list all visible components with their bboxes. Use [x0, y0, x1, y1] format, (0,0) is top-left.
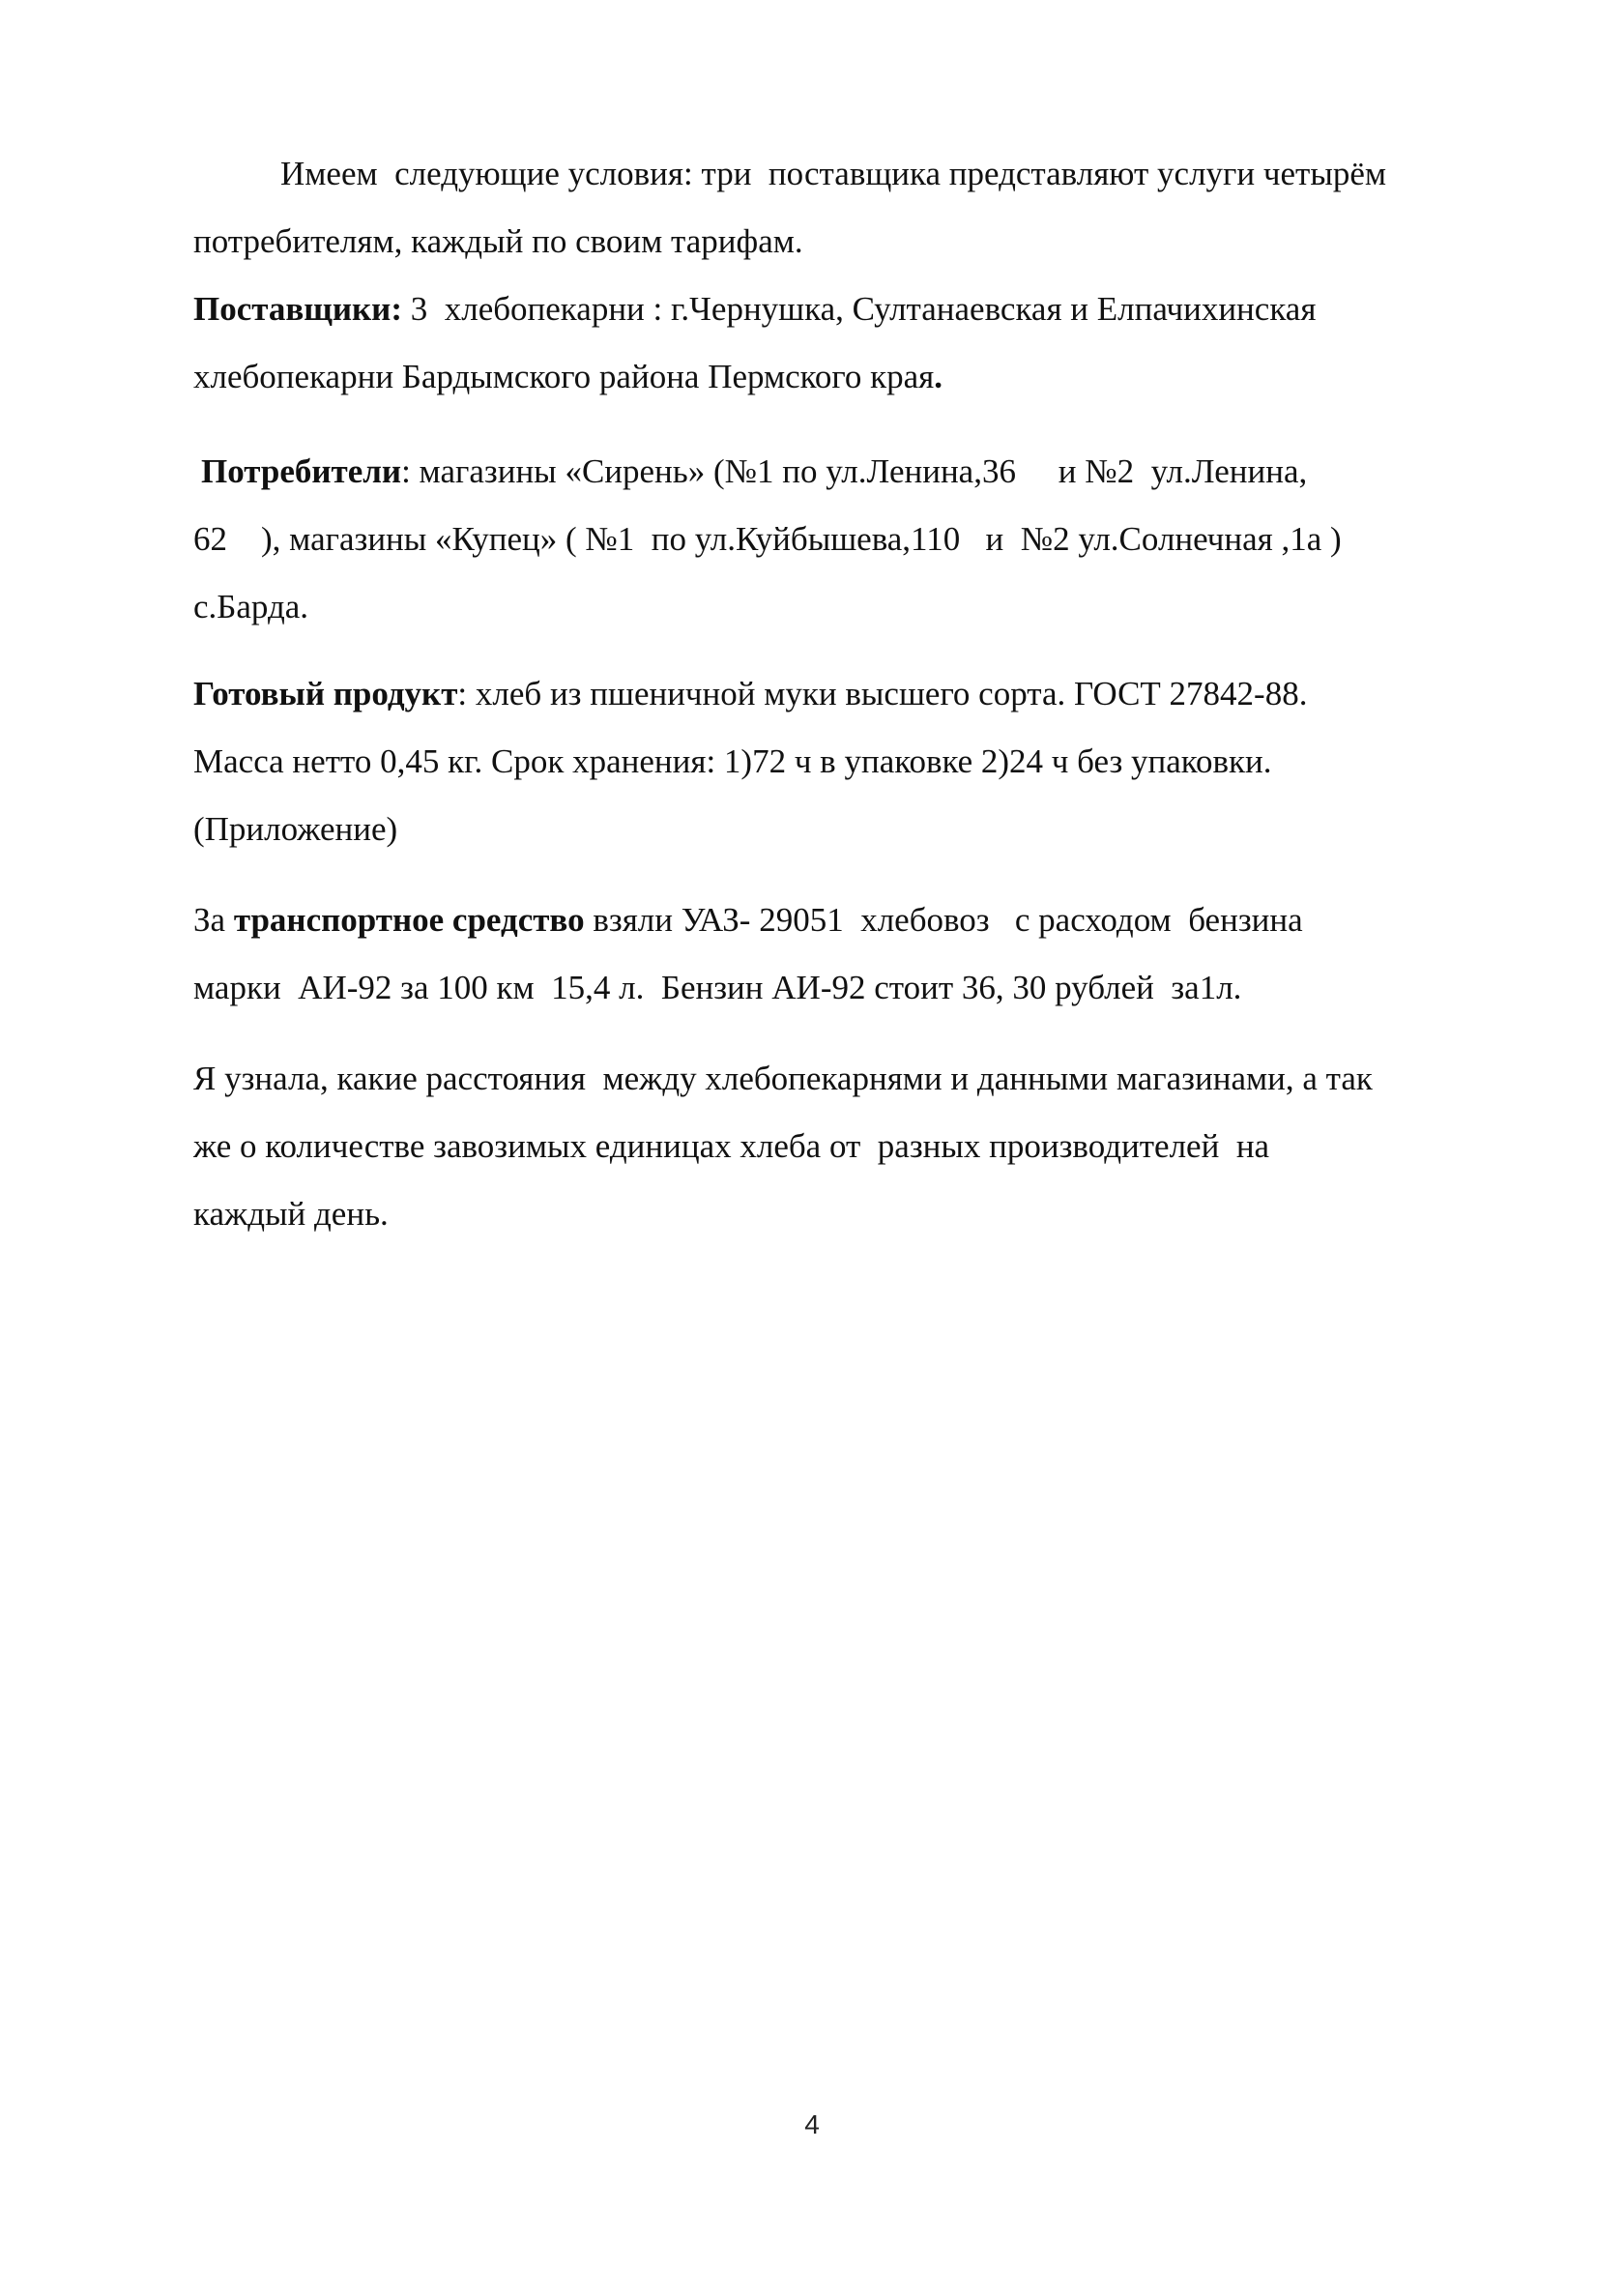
consumers-label: Потребители	[201, 452, 402, 490]
text-line: каждый день.	[193, 1195, 389, 1233]
text-line: с.Барда.	[193, 588, 309, 625]
product-label: Готовый продукт	[193, 675, 458, 712]
text-line: потребителям, каждый по своим тарифам.	[193, 222, 803, 260]
transport-label: транспортное средство	[233, 901, 585, 939]
text-line	[193, 899, 1303, 942]
suppliers-period: .	[934, 358, 943, 395]
text-line: Я узнала, какие расстояния между хлебопекарнями и данными магазинами, а так	[193, 1060, 1373, 1097]
product-text: : хлеб из пшеничной муки высшего сорта. ГОСТ 27842-88.	[457, 675, 1308, 712]
text-line	[193, 288, 1316, 331]
text-line: же о количестве завозимых единицах хлеба от разных производителей на	[193, 1127, 1270, 1165]
consumers-text: : магазины «Сирень» (№1 по ул.Ленина,36 и №2 ул.Ленина,	[401, 452, 1308, 490]
suppliers-label: Поставщики:	[193, 290, 402, 328]
text-line: Имеем следующие условия: три поставщика представляют услуги четырём	[280, 155, 1387, 192]
transport-text: взяли УАЗ- 29051 хлебовоз с расходом бензина	[584, 901, 1303, 939]
text-line: (Приложение)	[193, 810, 398, 848]
transport-prefix: За	[193, 901, 234, 939]
suppliers-text: хлебопекарни Бардымского района Пермского края	[193, 358, 935, 395]
text-line	[193, 356, 942, 398]
text-line: Масса нетто 0,45 кг. Срок хранения: 1)72 ч в упаковке 2)24 ч без упаковки.	[193, 742, 1272, 780]
text-line	[201, 450, 1307, 493]
page-number: 4	[804, 2109, 820, 2139]
text-line: марки АИ-92 за 100 км 15,4 л. Бензин АИ-92 стоит 36, 30 рублей за1л.	[193, 969, 1242, 1006]
text-line: 62 ), магазины «Купец» ( №1 по ул.Куйбышева,110 и №2 ул.Солнечная ,1а )	[193, 520, 1342, 558]
suppliers-text: 3 хлебопекарни : г.Чернушка, Султанаевская и Елпачихинская	[401, 290, 1317, 328]
text-line	[193, 673, 1307, 715]
